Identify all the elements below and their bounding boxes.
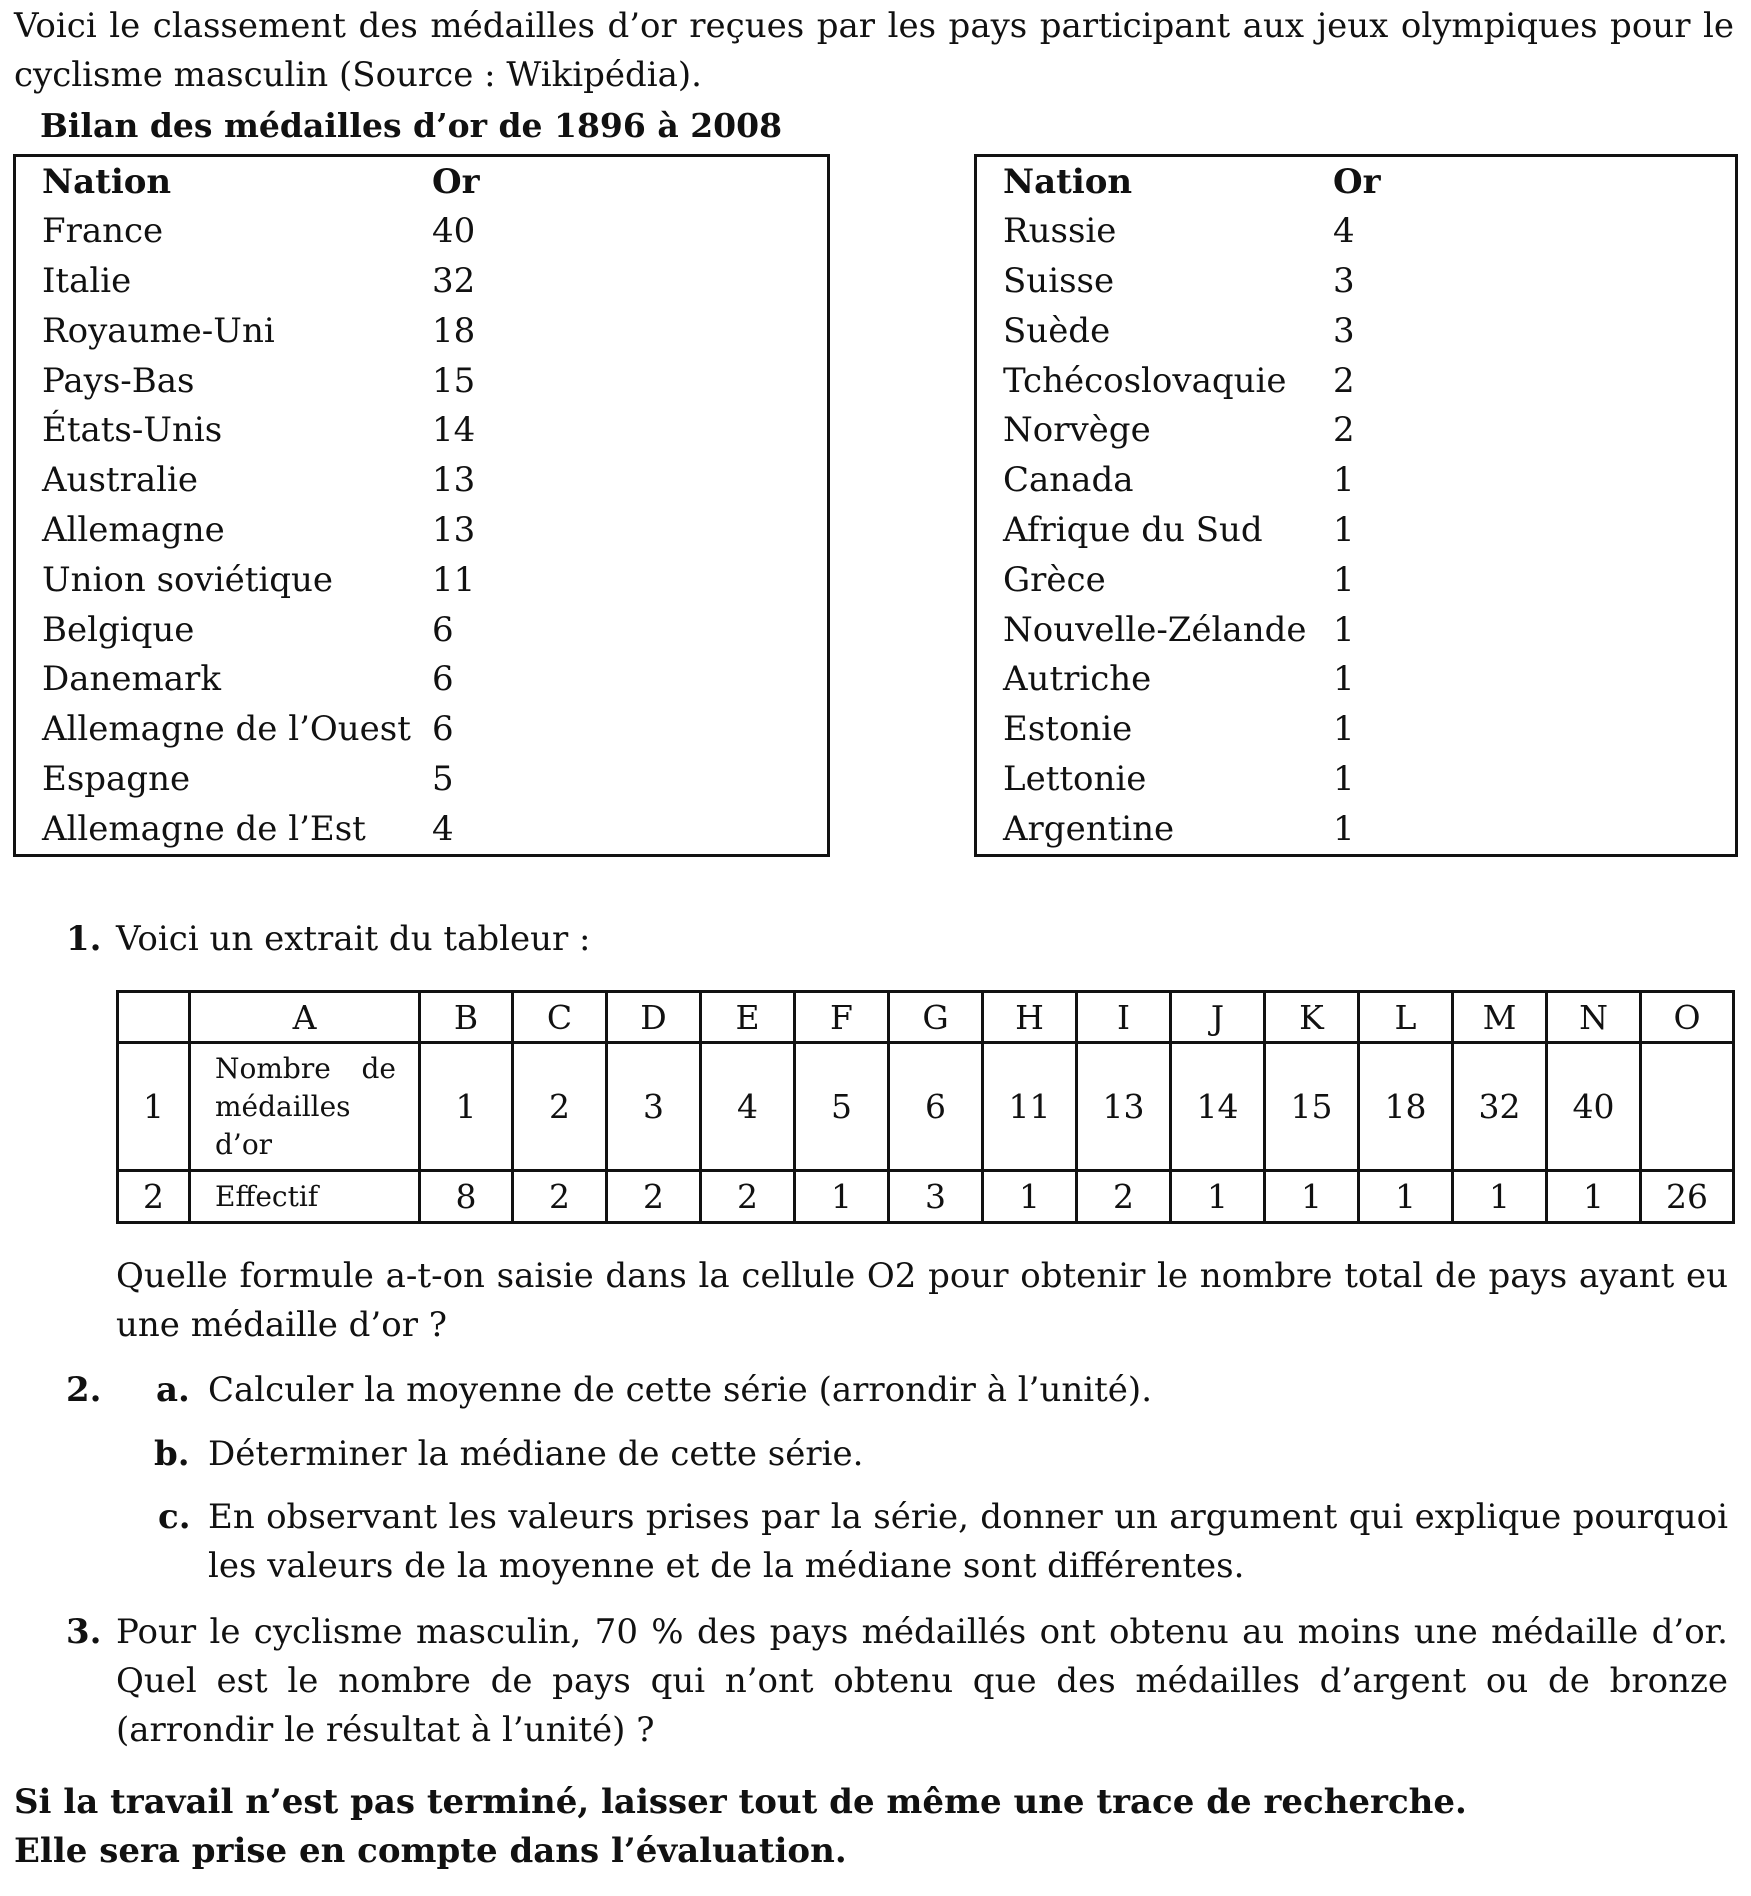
table-row — [15, 207, 829, 257]
row2-cell-2: 8 — [420, 1171, 513, 1223]
gold-cell: 1 — [1333, 559, 1355, 600]
row1-cell-1: Nombre de médailles d’or — [190, 1043, 420, 1171]
table-row — [976, 605, 1737, 655]
nation-cell: Norvège — [1003, 410, 1151, 451]
row1-cell-15 — [1641, 1043, 1734, 1171]
nation-cell: Allemagne de l’Est — [42, 808, 366, 849]
nation-cell: Lettonie — [1003, 758, 1147, 799]
column-header-4: D — [607, 992, 701, 1043]
gold-cell: 3 — [1333, 260, 1355, 301]
nation-cell: Suède — [1003, 310, 1111, 351]
gold-cell: 32 — [432, 260, 476, 301]
gold-cell: 5 — [432, 758, 454, 799]
nation-cell: Autriche — [1003, 659, 1152, 700]
table-row — [15, 655, 829, 705]
table-header — [976, 156, 1737, 207]
table-row — [15, 605, 829, 655]
nation-cell: Nouvelle-Zélande — [1003, 609, 1307, 650]
table-row — [976, 555, 1737, 605]
nation-cell: Tchécoslovaquie — [1003, 360, 1287, 401]
row1-cell-6: 5 — [795, 1043, 889, 1171]
row2-cell-7: 3 — [889, 1171, 983, 1223]
nation-cell: Canada — [1003, 460, 1134, 501]
row2-cell-11: 1 — [1265, 1171, 1359, 1223]
gold-header: Or — [432, 161, 480, 202]
nation-cell: Grèce — [1003, 559, 1106, 600]
row1-cell-10: 14 — [1171, 1043, 1265, 1171]
gold-cell: 1 — [1333, 659, 1355, 700]
column-header-5: E — [701, 992, 795, 1043]
nation-cell: Suisse — [1003, 260, 1115, 301]
nation-cell: Espagne — [42, 758, 191, 799]
medal-table-left — [13, 154, 830, 857]
table-row — [976, 306, 1737, 356]
question-3-number: 3. — [66, 1612, 102, 1652]
table-row — [15, 356, 829, 406]
nation-cell: Allemagne de l’Ouest — [42, 709, 411, 750]
gold-cell: 4 — [432, 808, 454, 849]
question-3-text: Pour le cyclisme masculin, 70 % des pays médaillés ont obtenu au moins une médaille d’or. Quel est le nombre de pays qui n’ont obtenu que des médailles d’argent ou de bronze (arrondir le résultat à l’unité) ? — [116, 1612, 1728, 1750]
row1-cell-4: 3 — [607, 1043, 701, 1171]
row1-cell-2: 1 — [420, 1043, 513, 1171]
table-row — [15, 705, 829, 755]
question-2c-label: c. — [158, 1497, 191, 1537]
table-row — [976, 257, 1737, 307]
table-row — [15, 257, 829, 307]
footer-line-1: Si la travail n’est pas terminé, laisser tout de même une trace de recherche. — [14, 1782, 1467, 1822]
column-header-1: A — [190, 992, 420, 1043]
column-header-15: O — [1641, 992, 1734, 1043]
nation-cell: France — [42, 211, 164, 252]
row1-cell-8: 11 — [983, 1043, 1077, 1171]
gold-cell: 18 — [432, 310, 476, 351]
row1-cell-11: 15 — [1265, 1043, 1359, 1171]
table-row — [15, 306, 829, 356]
table-caption: Bilan des médailles d’or de 1896 à 2008 — [40, 106, 783, 145]
intro-text: Voici le classement des médailles d’or reçues par les pays participant aux jeux olympiques pour le cyclisme masculin (Source : Wikipédia). — [14, 6, 1734, 95]
gold-cell: 2 — [1333, 360, 1355, 401]
row2-cell-12: 1 — [1359, 1171, 1453, 1223]
table-row — [976, 406, 1737, 456]
question-2a-label: a. — [156, 1370, 190, 1410]
column-header-14: N — [1547, 992, 1641, 1043]
question-2-number: 2. — [66, 1370, 102, 1410]
gold-cell: 15 — [432, 360, 476, 401]
column-header-13: M — [1453, 992, 1547, 1043]
spreadsheet-extract — [116, 990, 1735, 1224]
question-1-formula-prompt: Quelle formule a-t-on saisie dans la cellule O2 pour obtenir le nombre total de pays ayant eu une médaille d’or ? — [116, 1256, 1728, 1345]
nation-cell: Italie — [42, 260, 132, 301]
nation-cell: Union soviétique — [42, 559, 334, 600]
gold-cell: 3 — [1333, 310, 1355, 351]
gold-cell: 6 — [432, 609, 454, 650]
row2-cell-4: 2 — [607, 1171, 701, 1223]
gold-cell: 4 — [1333, 211, 1355, 252]
gold-cell: 1 — [1333, 509, 1355, 550]
column-header-9: I — [1077, 992, 1171, 1043]
row2-cell-5: 2 — [701, 1171, 795, 1223]
nation-cell: Russie — [1003, 211, 1117, 252]
table-row — [15, 456, 829, 506]
column-header-0 — [118, 992, 190, 1043]
gold-cell: 13 — [432, 460, 476, 501]
nation-cell: Argentine — [1003, 808, 1175, 849]
nation-cell: Allemagne — [42, 509, 225, 550]
nation-header: Nation — [1003, 161, 1133, 202]
column-header-7: G — [889, 992, 983, 1043]
nation-cell: Royaume-Uni — [42, 310, 275, 351]
table-row — [976, 755, 1737, 805]
spreadsheet-row-1 — [118, 1043, 1734, 1171]
question-2c-text: En observant les valeurs prises par la série, donner un argument qui explique pourquoi les valeurs de la moyenne et de la médiane sont différentes. — [208, 1497, 1728, 1586]
row2-cell-10: 1 — [1171, 1171, 1265, 1223]
table-row — [976, 506, 1737, 556]
column-header-12: L — [1359, 992, 1453, 1043]
column-header-2: B — [420, 992, 513, 1043]
row1-cell-0: 1 — [118, 1043, 190, 1171]
row1-cell-3: 2 — [513, 1043, 607, 1171]
footer-line-2: Elle sera prise en compte dans l’évaluation. — [14, 1831, 847, 1871]
row1-cell-9: 13 — [1077, 1043, 1171, 1171]
nation-cell: Belgique — [42, 609, 195, 650]
table-row — [15, 506, 829, 556]
table-row — [976, 207, 1737, 257]
row1-cell-14: 40 — [1547, 1043, 1641, 1171]
gold-header: Or — [1333, 161, 1381, 202]
table-row — [976, 804, 1737, 855]
nation-cell: États-Unis — [42, 410, 223, 451]
row1-cell-7: 6 — [889, 1043, 983, 1171]
row2-cell-9: 2 — [1077, 1171, 1171, 1223]
table-row — [976, 356, 1737, 406]
nation-cell: Danemark — [42, 659, 221, 700]
question-2a-text: Calculer la moyenne de cette série (arrondir à l’unité). — [208, 1370, 1152, 1410]
row2-cell-0: 2 — [118, 1171, 190, 1223]
spreadsheet-column-headers — [118, 992, 1734, 1043]
question-2b-label: b. — [154, 1434, 190, 1474]
table-row — [976, 655, 1737, 705]
row2-cell-13: 1 — [1453, 1171, 1547, 1223]
table-row — [15, 406, 829, 456]
nation-header: Nation — [42, 161, 172, 202]
gold-cell: 13 — [432, 509, 476, 550]
gold-cell: 11 — [432, 559, 476, 600]
nation-cell: Afrique du Sud — [1003, 509, 1263, 550]
gold-cell: 1 — [1333, 808, 1355, 849]
gold-cell: 40 — [432, 211, 476, 252]
table-row — [15, 555, 829, 605]
table-row — [15, 804, 829, 855]
table-row — [976, 456, 1737, 506]
gold-cell: 1 — [1333, 709, 1355, 750]
question-1-number: 1. — [66, 919, 102, 959]
row2-cell-6: 1 — [795, 1171, 889, 1223]
row1-cell-12: 18 — [1359, 1043, 1453, 1171]
medal-table-right — [974, 154, 1738, 857]
gold-cell: 6 — [432, 709, 454, 750]
nation-cell: Pays-Bas — [42, 360, 195, 401]
row2-cell-3: 2 — [513, 1171, 607, 1223]
question-1-text: Voici un extrait du tableur : — [116, 919, 591, 959]
table-header — [15, 156, 829, 207]
column-header-6: F — [795, 992, 889, 1043]
gold-cell: 2 — [1333, 410, 1355, 451]
nation-cell: Estonie — [1003, 709, 1133, 750]
table-row — [15, 755, 829, 805]
spreadsheet-row-2 — [118, 1171, 1734, 1223]
row2-cell-15: 26 — [1641, 1171, 1734, 1223]
nation-cell: Australie — [42, 460, 198, 501]
gold-cell: 1 — [1333, 758, 1355, 799]
row1-cell-5: 4 — [701, 1043, 795, 1171]
gold-cell: 1 — [1333, 609, 1355, 650]
column-header-8: H — [983, 992, 1077, 1043]
question-2b-text: Déterminer la médiane de cette série. — [208, 1434, 864, 1474]
row1-cell-13: 32 — [1453, 1043, 1547, 1171]
column-header-10: J — [1171, 992, 1265, 1043]
column-header-11: K — [1265, 992, 1359, 1043]
row2-cell-8: 1 — [983, 1171, 1077, 1223]
row2-cell-14: 1 — [1547, 1171, 1641, 1223]
row2-cell-1: Effectif — [190, 1171, 420, 1223]
gold-cell: 6 — [432, 659, 454, 700]
gold-cell: 1 — [1333, 460, 1355, 501]
table-row — [976, 705, 1737, 755]
gold-cell: 14 — [432, 410, 476, 451]
column-header-3: C — [513, 992, 607, 1043]
